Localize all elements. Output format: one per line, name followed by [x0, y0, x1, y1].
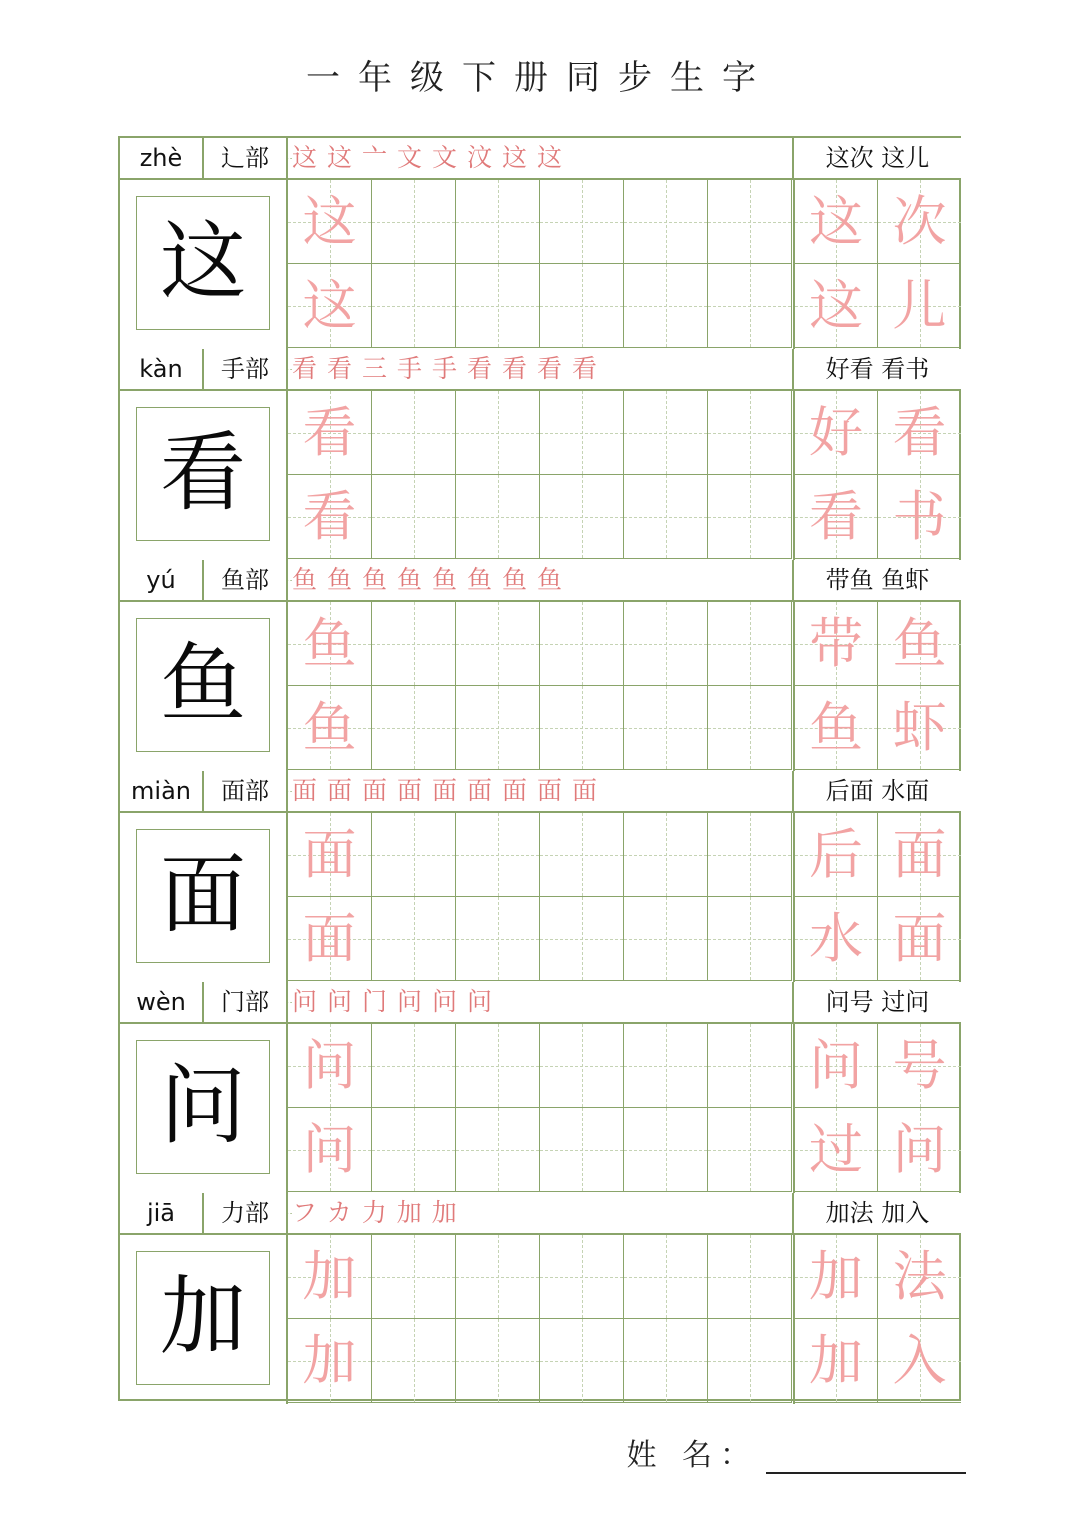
- word-trace-character: 这: [809, 274, 863, 337]
- practice-cell[interactable]: [540, 1108, 624, 1192]
- word-examples: 好看 看书: [792, 349, 961, 389]
- practice-cell[interactable]: [540, 1235, 624, 1319]
- practice-grid: [288, 1235, 793, 1404]
- word-grid: [793, 1024, 959, 1193]
- practice-cell[interactable]: [708, 602, 792, 686]
- practice-cell[interactable]: [624, 391, 708, 475]
- main-char-area: [120, 602, 288, 771]
- practice-cell[interactable]: [708, 813, 792, 897]
- info-bar: [120, 1193, 959, 1235]
- character-block: [120, 349, 959, 560]
- practice-cell[interactable]: [624, 686, 708, 770]
- practice-cell[interactable]: [624, 1024, 708, 1108]
- trace-character: 问: [302, 1118, 357, 1181]
- practice-cell[interactable]: [288, 897, 372, 981]
- practice-cell[interactable]: [372, 897, 456, 981]
- practice-cell[interactable]: [540, 475, 624, 559]
- practice-cell[interactable]: [372, 602, 456, 686]
- word-grid: [793, 391, 959, 560]
- word-cell[interactable]: [795, 1108, 878, 1192]
- practice-cell[interactable]: [372, 475, 456, 559]
- stroke-order: 面面面面面面面面面: [292, 771, 792, 811]
- info-bar: [120, 982, 959, 1024]
- radical: 辶部: [204, 138, 288, 178]
- practice-cell[interactable]: [624, 180, 708, 264]
- practice-cell[interactable]: [708, 686, 792, 770]
- practice-cell[interactable]: [540, 264, 624, 348]
- word-cell[interactable]: [878, 686, 961, 770]
- character-block: [120, 1193, 959, 1404]
- trace-character: 看: [302, 401, 357, 464]
- word-cell[interactable]: [878, 1024, 961, 1108]
- practice-cell[interactable]: [288, 475, 372, 559]
- practice-cell[interactable]: [372, 1235, 456, 1319]
- practice-grid: [288, 391, 793, 560]
- practice-cell[interactable]: [624, 813, 708, 897]
- practice-cell[interactable]: [540, 180, 624, 264]
- word-trace-character: 加: [809, 1329, 863, 1392]
- practice-cell[interactable]: [624, 1319, 708, 1403]
- word-cell[interactable]: [795, 475, 878, 559]
- practice-cell[interactable]: [540, 813, 624, 897]
- word-examples: 这次 这儿: [792, 138, 961, 178]
- info-bar: [120, 771, 959, 813]
- word-cell[interactable]: [878, 1108, 961, 1192]
- word-trace-character: 这: [809, 190, 863, 253]
- practice-cell[interactable]: [456, 686, 540, 770]
- word-trace-character: 看: [809, 485, 863, 548]
- stroke-order: 问问门问问问: [292, 982, 792, 1022]
- word-trace-character: 鱼: [892, 612, 947, 675]
- word-grid: [793, 180, 959, 349]
- word-trace-character: 儿: [892, 274, 947, 337]
- main-char-area: [120, 391, 288, 560]
- trace-character: 加: [302, 1329, 357, 1392]
- trace-character: 鱼: [302, 696, 357, 759]
- main-char-area: [120, 180, 288, 349]
- practice-cell[interactable]: [288, 264, 372, 348]
- practice-cell[interactable]: [708, 1319, 792, 1403]
- word-trace-character: 次: [892, 190, 947, 253]
- practice-cell[interactable]: [456, 391, 540, 475]
- word-cell[interactable]: [795, 602, 878, 686]
- word-trace-character: 看: [892, 401, 947, 464]
- word-cell[interactable]: [878, 1319, 961, 1403]
- word-cell[interactable]: [795, 897, 878, 981]
- practice-cell[interactable]: [456, 1024, 540, 1108]
- pinyin: wèn: [120, 982, 204, 1022]
- word-cell[interactable]: [795, 686, 878, 770]
- practice-cell[interactable]: [372, 813, 456, 897]
- practice-cell[interactable]: [288, 1319, 372, 1403]
- info-bar: [120, 560, 959, 602]
- word-cell[interactable]: [795, 391, 878, 475]
- practice-cell[interactable]: [372, 1024, 456, 1108]
- info-bar: [120, 349, 959, 391]
- trace-character: 面: [302, 907, 357, 970]
- radical: 手部: [204, 349, 288, 389]
- practice-cell[interactable]: [288, 1024, 372, 1108]
- word-cell[interactable]: [878, 1235, 961, 1319]
- info-bar: [120, 138, 959, 180]
- pinyin: miàn: [120, 771, 204, 811]
- stroke-order: 这这亠文文汶这这: [292, 138, 792, 178]
- word-trace-character: 书: [892, 485, 947, 548]
- trace-character: 加: [302, 1245, 357, 1308]
- word-cell[interactable]: [878, 180, 961, 264]
- main-character: 面: [136, 829, 270, 963]
- practice-cell[interactable]: [624, 897, 708, 981]
- pinyin: zhè: [120, 138, 204, 178]
- practice-cell[interactable]: [708, 391, 792, 475]
- word-cell[interactable]: [795, 813, 878, 897]
- word-examples: 加法 加入: [792, 1193, 961, 1233]
- word-cell[interactable]: [795, 1319, 878, 1403]
- practice-cell[interactable]: [540, 602, 624, 686]
- practice-cell[interactable]: [456, 897, 540, 981]
- stroke-order: 看看三手手看看看看: [292, 349, 792, 389]
- main-char-area: [120, 813, 288, 982]
- radical: 鱼部: [204, 560, 288, 600]
- word-trace-character: 问: [892, 1118, 947, 1181]
- word-cell[interactable]: [795, 264, 878, 348]
- main-character: 问: [136, 1040, 270, 1174]
- practice-cell[interactable]: [540, 1319, 624, 1403]
- practice-grid: [288, 602, 793, 771]
- word-trace-character: 好: [809, 401, 863, 464]
- main-character: 鱼: [136, 618, 270, 752]
- practice-grid: [288, 813, 793, 982]
- character-block: [120, 560, 959, 771]
- practice-cell[interactable]: [540, 1024, 624, 1108]
- name-label: 姓 名：: [626, 1438, 758, 1473]
- practice-cell[interactable]: [288, 686, 372, 770]
- main-character: 看: [136, 407, 270, 541]
- word-examples: 后面 水面: [792, 771, 961, 811]
- word-trace-character: 过: [809, 1118, 863, 1181]
- practice-grid: [288, 180, 793, 349]
- word-cell[interactable]: [795, 1024, 878, 1108]
- practice-cell[interactable]: [456, 1319, 540, 1403]
- word-trace-character: 号: [892, 1034, 947, 1097]
- practice-cell[interactable]: [708, 180, 792, 264]
- trace-character: 这: [302, 274, 357, 337]
- practice-cell[interactable]: [456, 813, 540, 897]
- practice-cell[interactable]: [372, 180, 456, 264]
- practice-cell[interactable]: [708, 897, 792, 981]
- word-cell[interactable]: [878, 813, 961, 897]
- stroke-order: フカ力加加: [292, 1193, 792, 1233]
- practice-cell[interactable]: [372, 686, 456, 770]
- practice-cell[interactable]: [456, 475, 540, 559]
- word-cell[interactable]: [878, 391, 961, 475]
- main-character: 这: [136, 196, 270, 330]
- word-cell[interactable]: [878, 602, 961, 686]
- practice-cell[interactable]: [372, 1108, 456, 1192]
- practice-cell[interactable]: [288, 1108, 372, 1192]
- main-character: 加: [136, 1251, 270, 1385]
- practice-cell[interactable]: [540, 686, 624, 770]
- name-line[interactable]: [766, 1442, 966, 1474]
- pinyin: yú: [120, 560, 204, 600]
- word-grid: [793, 813, 959, 982]
- word-cell[interactable]: [795, 1235, 878, 1319]
- practice-cell[interactable]: [708, 475, 792, 559]
- practice-cell[interactable]: [708, 264, 792, 348]
- practice-cell[interactable]: [456, 1235, 540, 1319]
- practice-cell[interactable]: [624, 1235, 708, 1319]
- practice-grid: [288, 1024, 793, 1193]
- practice-cell[interactable]: [708, 1024, 792, 1108]
- trace-character: 鱼: [302, 612, 357, 675]
- word-trace-character: 问: [809, 1034, 863, 1097]
- practice-cell[interactable]: [456, 264, 540, 348]
- trace-character: 面: [302, 823, 357, 886]
- word-trace-character: 后: [809, 823, 863, 886]
- practice-sheet: [118, 136, 961, 1401]
- page-title: 一年级下册同步生字: [306, 58, 774, 98]
- character-block: [120, 138, 959, 349]
- practice-cell[interactable]: [624, 1108, 708, 1192]
- practice-cell[interactable]: [624, 602, 708, 686]
- word-cell[interactable]: [878, 264, 961, 348]
- trace-character: 这: [302, 190, 357, 253]
- practice-cell[interactable]: [288, 813, 372, 897]
- practice-cell[interactable]: [540, 897, 624, 981]
- trace-character: 问: [302, 1034, 357, 1097]
- practice-cell[interactable]: [456, 602, 540, 686]
- practice-cell[interactable]: [708, 1108, 792, 1192]
- word-grid: [793, 602, 959, 771]
- practice-cell[interactable]: [288, 1235, 372, 1319]
- word-examples: 带鱼 鱼虾: [792, 560, 961, 600]
- word-trace-character: 面: [892, 823, 947, 886]
- word-trace-character: 水: [809, 907, 863, 970]
- pinyin: kàn: [120, 349, 204, 389]
- word-trace-character: 入: [892, 1329, 947, 1392]
- name-field[interactable]: [626, 1430, 966, 1474]
- word-cell[interactable]: [878, 897, 961, 981]
- pinyin: jiā: [120, 1193, 204, 1233]
- practice-cell[interactable]: [372, 391, 456, 475]
- practice-cell[interactable]: [708, 1235, 792, 1319]
- main-char-area: [120, 1024, 288, 1193]
- word-trace-character: 鱼: [809, 696, 863, 759]
- word-cell[interactable]: [795, 180, 878, 264]
- radical: 门部: [204, 982, 288, 1022]
- word-cell[interactable]: [878, 475, 961, 559]
- practice-cell[interactable]: [288, 602, 372, 686]
- practice-cell[interactable]: [624, 264, 708, 348]
- word-trace-character: 加: [809, 1245, 863, 1308]
- practice-cell[interactable]: [288, 180, 372, 264]
- practice-cell[interactable]: [456, 180, 540, 264]
- word-trace-character: 法: [892, 1245, 947, 1308]
- practice-cell[interactable]: [540, 391, 624, 475]
- word-grid: [793, 1235, 959, 1404]
- trace-character: 看: [302, 485, 357, 548]
- main-char-area: [120, 1235, 288, 1404]
- word-trace-character: 虾: [892, 696, 947, 759]
- practice-cell[interactable]: [456, 1108, 540, 1192]
- practice-cell[interactable]: [288, 391, 372, 475]
- stroke-order: 鱼鱼鱼鱼鱼鱼鱼鱼: [292, 560, 792, 600]
- radical: 力部: [204, 1193, 288, 1233]
- word-examples: 问号 过问: [792, 982, 961, 1022]
- practice-cell[interactable]: [372, 264, 456, 348]
- word-trace-character: 带: [809, 612, 863, 675]
- practice-cell[interactable]: [372, 1319, 456, 1403]
- character-block: [120, 982, 959, 1193]
- radical: 面部: [204, 771, 288, 811]
- word-trace-character: 面: [892, 907, 947, 970]
- practice-cell[interactable]: [624, 475, 708, 559]
- character-block: [120, 771, 959, 982]
